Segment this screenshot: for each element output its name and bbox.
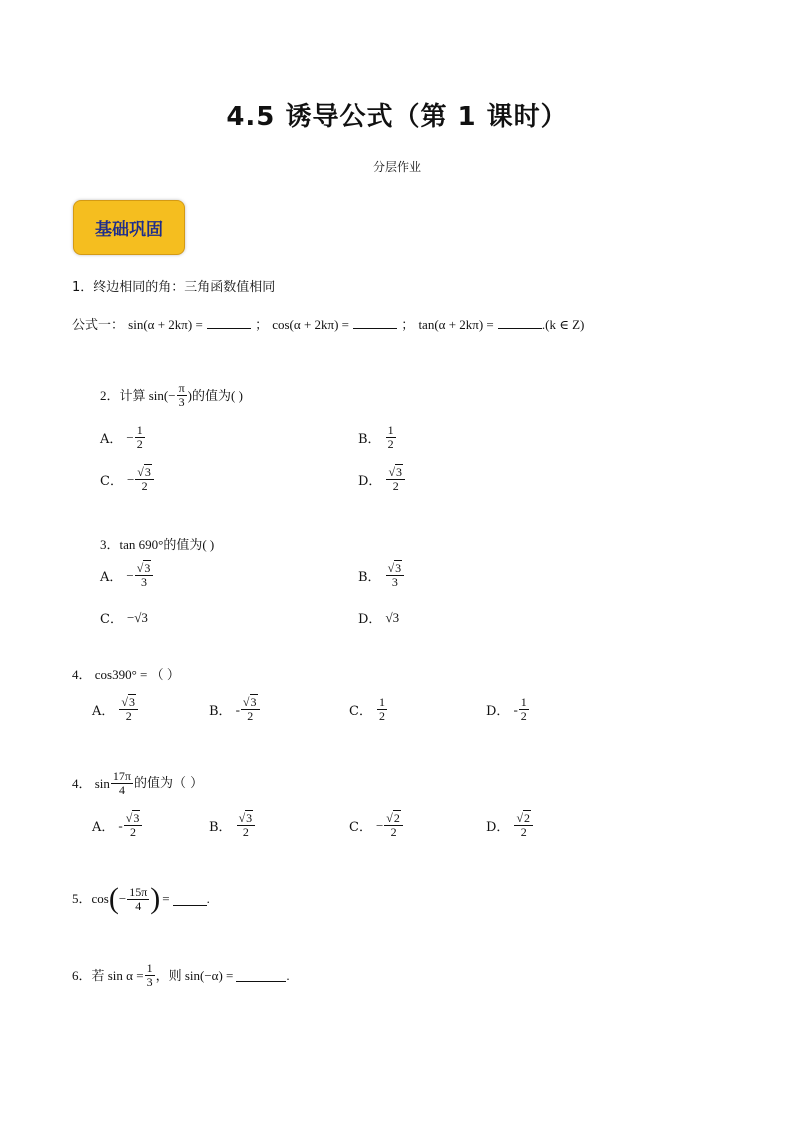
sin-expression: sin(α + 2kπ) = (128, 317, 203, 332)
fraction-denominator: 2 (387, 437, 394, 451)
option-label: A． (92, 820, 115, 835)
sin-answer-blank[interactable] (207, 316, 251, 329)
q4b-prefix: 4． sin (72, 775, 110, 791)
formula-label: 公式一： (72, 318, 125, 333)
option-fraction (386, 562, 405, 589)
q4b-option-d[interactable] (486, 812, 534, 839)
option-value: −√3 (126, 609, 148, 625)
fraction-numerator: √3 (135, 562, 154, 576)
fraction-denominator: 2 (141, 479, 148, 493)
option-fraction (237, 812, 256, 839)
option-value: √3 (385, 609, 400, 625)
q4b-option-c[interactable] (349, 812, 404, 839)
page-subtitle: 分层作业 (372, 160, 421, 174)
fraction-denominator: 2 (520, 709, 527, 723)
fraction-denominator: 2 (130, 825, 137, 839)
q4b-option-b[interactable] (209, 812, 256, 839)
fraction-numerator (241, 696, 260, 710)
option-label: D． (486, 704, 510, 719)
cos-answer-blank[interactable] (353, 316, 397, 329)
left-paren: ( (108, 882, 119, 915)
option-fraction (377, 696, 387, 723)
radicand: 3 (133, 811, 140, 825)
option-label: D． (358, 474, 382, 489)
fraction-denominator: 2 (136, 437, 143, 451)
q4a-option-c[interactable] (349, 696, 388, 723)
q2-fraction (177, 382, 187, 409)
q3-option-b[interactable] (358, 562, 405, 589)
option-label: D． (358, 612, 382, 627)
fraction-denominator: 2 (242, 825, 249, 839)
option-label: A． (92, 704, 115, 719)
radicand: 3 (250, 695, 257, 709)
q6-prefix: 6．若 sin α = (72, 967, 144, 983)
formula-condition: .(k ∈ Z) (541, 317, 585, 332)
radicand: 2 (393, 811, 400, 825)
fraction-numerator (135, 466, 154, 480)
q4b-fraction (111, 770, 133, 797)
option-fraction (386, 424, 396, 451)
option-fraction (519, 696, 529, 723)
option-fraction (384, 812, 403, 839)
option-fraction (135, 424, 145, 451)
fraction-denominator: 2 (392, 479, 399, 493)
sqrt-icon: √ (125, 811, 133, 825)
q3-option-d[interactable] (358, 608, 399, 627)
sqrt-icon: √ (238, 811, 246, 825)
question-4a-stem: 4． cos390° = （ ） (72, 667, 180, 682)
fraction-numerator: 1 (520, 695, 527, 709)
section-badge: 基础巩固 (73, 200, 185, 255)
q3-option-a[interactable] (100, 562, 154, 589)
option-label: B． (358, 432, 381, 447)
option-sign: - (235, 701, 240, 717)
q5-end: . (206, 891, 210, 906)
fraction-numerator: π (178, 381, 185, 395)
question-6-stem (72, 962, 290, 989)
sqrt-icon: √ (386, 811, 393, 825)
fraction-denominator: 2 (520, 825, 527, 839)
fraction-numerator (386, 466, 405, 480)
fraction-numerator (119, 696, 138, 710)
q6-answer-blank[interactable] (236, 969, 286, 982)
option-sign: - (118, 817, 123, 833)
right-paren: ) (150, 882, 161, 915)
separator: ； (401, 318, 415, 333)
fraction-denominator: 3 (391, 575, 398, 589)
option-label: B． (209, 820, 232, 835)
option-sign: − (375, 817, 384, 833)
fraction-numerator: 1 (378, 695, 385, 709)
fraction-numerator: 1 (136, 423, 143, 437)
option-fraction (386, 466, 405, 493)
question-3-stem: 3．tan 690°的值为( ) (100, 537, 215, 552)
option-label: A． (100, 432, 123, 447)
fraction-denominator: 2 (247, 709, 254, 723)
fraction-numerator: 17π (112, 769, 131, 783)
tan-answer-blank[interactable] (498, 316, 542, 329)
option-sign: − (126, 567, 134, 583)
radicand: 3 (144, 465, 151, 479)
q4b-option-a[interactable] (92, 812, 143, 839)
option-fraction (514, 812, 533, 839)
separator: ； (255, 318, 269, 333)
q2-suffix: )的值为( ) (187, 387, 243, 403)
radicand: 3 (246, 811, 253, 825)
q6-end: . (286, 967, 290, 983)
option-label: A． (100, 570, 123, 585)
radicand: 3 (396, 465, 403, 479)
option-label: C． (349, 704, 372, 719)
q2-option-d[interactable] (358, 466, 406, 493)
q6-middle: ，则 sin(−α) = (155, 967, 234, 983)
q3-option-c[interactable] (100, 608, 148, 627)
radicand: 3 (395, 561, 402, 575)
fraction-numerator (237, 812, 256, 826)
q4a-option-b[interactable] (209, 696, 261, 723)
radicand: 2 (524, 811, 531, 825)
item1-heading: 1．终边相同的角：三角函数值相同 (72, 280, 276, 295)
q4a-option-a[interactable] (92, 696, 139, 723)
option-fraction (119, 696, 138, 723)
item1-formula (72, 316, 584, 334)
q5-equals: = (162, 891, 170, 906)
fraction-numerator: 1 (387, 423, 394, 437)
fraction-denominator: 3 (146, 975, 153, 989)
q5-answer-blank[interactable] (173, 893, 207, 906)
sqrt-icon: √ (388, 465, 396, 479)
option-label: D． (486, 820, 510, 835)
q5-sign: − (118, 891, 127, 906)
option-fraction (135, 562, 154, 589)
page-title: 4.5 诱导公式（第 1 课时） (226, 102, 568, 132)
question-2-stem (100, 382, 243, 409)
q6-fraction (145, 962, 155, 989)
question-5-stem (72, 884, 210, 914)
fraction-numerator (124, 812, 143, 826)
fraction-denominator: 2 (378, 709, 385, 723)
sqrt-icon: √ (242, 695, 250, 709)
q2-option-b[interactable] (358, 424, 397, 451)
q2-prefix: 2．计算 sin(− (100, 387, 176, 403)
cos-expression: cos(α + 2kπ) = (272, 317, 349, 332)
sqrt-icon: √ (137, 465, 144, 479)
option-sign: − (126, 429, 134, 445)
option-fraction (135, 466, 154, 493)
fraction-numerator (514, 812, 533, 826)
fraction-denominator: 4 (118, 783, 125, 797)
fraction-denominator: 4 (135, 898, 142, 913)
fraction-numerator: 15π (129, 884, 148, 899)
fraction-denominator: 3 (141, 575, 148, 589)
fraction-denominator: 2 (390, 825, 397, 839)
question-4b-stem (72, 770, 203, 797)
fraction-denominator: 3 (178, 395, 185, 409)
option-label: B． (209, 704, 232, 719)
option-sign: − (126, 471, 135, 487)
sqrt-icon: √ (516, 811, 524, 825)
q4b-suffix: 的值为（ ） (133, 775, 204, 791)
radicand: 3 (144, 561, 151, 575)
q5-prefix: 5．cos (72, 891, 109, 906)
q5-fraction (127, 886, 149, 913)
sqrt-icon: √ (121, 695, 128, 709)
radicand: 3 (128, 695, 135, 709)
tan-expression: tan(α + 2kπ) = (418, 317, 494, 332)
fraction-numerator: √3 (386, 562, 405, 576)
option-sign: - (513, 701, 518, 717)
q4a-option-d[interactable] (486, 696, 530, 723)
fraction-numerator: 1 (146, 961, 153, 975)
q2-option-a[interactable] (100, 424, 146, 451)
option-label: C． (100, 474, 123, 489)
fraction-denominator: 2 (125, 709, 132, 723)
option-label: B． (358, 570, 381, 585)
option-fraction (124, 812, 143, 839)
option-fraction (241, 696, 260, 723)
q2-option-c[interactable] (100, 466, 155, 493)
fraction-numerator (384, 812, 403, 826)
option-label: C． (100, 612, 123, 627)
option-label: C． (349, 820, 372, 835)
